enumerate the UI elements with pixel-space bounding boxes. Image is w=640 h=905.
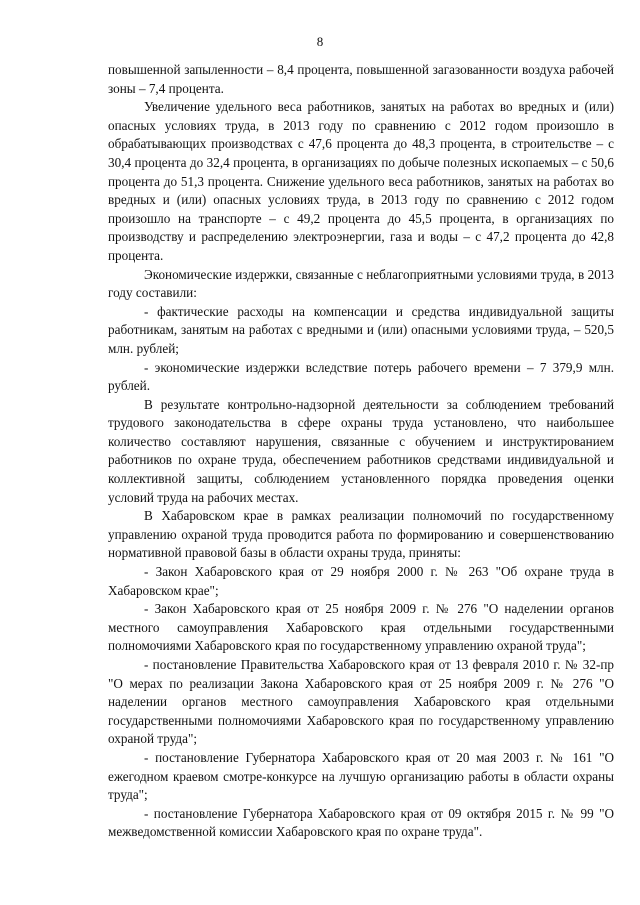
paragraph-harmful-conditions-dynamics: Увеличение удельного веса работников, занятых на работах во вредных и (или) опасных условиях труда, в 2013 году по сравнению с 2012 годом произошло в обрабатывающих производствах с 47,6 процента до 48,3 процента, в строительстве – с 30,4 процента до 32,4 процента, в организациях по добыче полезных ископаемых – с 50,6 процента до 51,3 процента. Снижение удельного веса работников, занятых на работах во вредных и (или) опасных условиях труда, в 2013 году по сравнению с 2012 годом произошло на транспорте – с 49,2 процента до 45,5 процента, в организациях по производству и распределению электроэнергии, газа и воды – с 47,2 процента до 42,8 процента. [108, 99, 614, 263]
list-item-governor-resolution-99: - постановление Губернатора Хабаровского края от 09 октября 2015 г. № 99 "О межведомственной комиссии Хабаровского края по охране труда". [108, 805, 614, 840]
list-item-resolution-32-pr: - постановление Правительства Хабаровского края от 13 февраля 2010 г. № 32-пр "О мерах по реализации Закона Хабаровского края от 25 ноября 2009 г. № 276 "О наделении органов местного самоуправления Хабаровского края отдельными государственными полномочиями Хабаровского края по государственному управлению охраной труда"; [108, 657, 614, 747]
list-item-working-time-losses: - экономические издержки вследствие потерь рабочего времени – 7 379,9 млн. рублей. [108, 359, 614, 394]
list-item-compensation-costs: - фактические расходы на компенсации и средства индивидуальной защиты работникам, занятым на работах с вредными и (или) опасными условиями труда, – 520,5 млн. рублей; [108, 303, 614, 356]
list-item-law-263: - Закон Хабаровского края от 29 ноября 2000 г. № 263 "Об охране труда в Хабаровском крае"; [108, 564, 614, 598]
paragraph-inspection-results: В результате контрольно-надзорной деятельности за соблюдением требований трудового законодательства в сфере охраны труда установлено, что наибольшее количество составляют нарушения, связанные с обучением и инструктированием работников по охране труда, обеспечением работников средствами индивидуальной и коллективной защиты, соблюдением установленного порядка проведения оценки условий труда на рабочих местах. [108, 396, 614, 505]
list-item-law-276: - Закон Хабаровского края от 25 ноября 2009 г. № 276 "О наделении органов местного самоуправления Хабаровского края отдельными государственными полномочиями Хабаровского края по государственному управлению охраной труда"; [108, 601, 614, 654]
document-body [108, 61, 614, 842]
paragraph-continuation: повышенной запыленности – 8,4 процента, повышенной загазованности воздуха рабочей зоны – 7,4 процента. [108, 62, 614, 96]
paragraph-regulatory-framework-intro: В Хабаровском крае в рамках реализации полномочий по государственному управлению охраной труда проводится работа по формированию и совершенствованию нормативной правовой базы в области охраны труда, приняты: [108, 508, 614, 561]
page-number: 8 [316, 34, 324, 49]
paragraph-economic-costs-intro: Экономические издержки, связанные с неблагоприятными условиями труда, в 2013 году составили: [108, 266, 614, 301]
list-item-governor-resolution-161: - постановление Губернатора Хабаровского края от 20 мая 2003 г. № 161 "О ежегодном краевом смотре-конкурсе на лучшую организацию работы в области охраны труда"; [108, 749, 614, 803]
